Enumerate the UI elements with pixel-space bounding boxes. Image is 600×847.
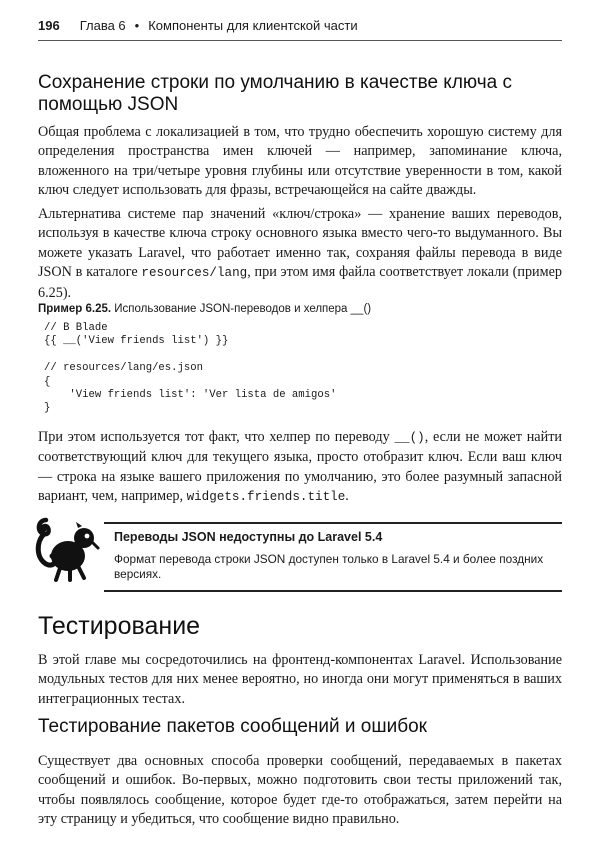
note-title: Переводы JSON недоступны до Laravel 5.4 bbox=[114, 530, 383, 544]
running-head bbox=[38, 18, 562, 33]
inline-code-key: widgets.friends.title bbox=[186, 490, 346, 505]
page-number: 196 bbox=[38, 18, 60, 33]
section-heading-message-bags: Тестирование пакетов сообщений и ошибок bbox=[38, 716, 427, 737]
paragraph-testing-intro: В этой главе мы сосредоточились на фронтенд-компонентах Laravel. Использование модульных тестов для них менее вероятно, но иногда они могут применяться в ваших интеграционных тестах. bbox=[38, 652, 562, 707]
note-rule-top bbox=[104, 522, 562, 524]
inline-code-helper: __() bbox=[394, 431, 425, 445]
section-heading-testing: Тестирование bbox=[38, 612, 201, 640]
example-label: Пример 6.25. bbox=[38, 303, 112, 315]
inline-code-path: resources/lang bbox=[141, 266, 248, 281]
section-heading-json-keys: Сохранение строки по умолчанию в качестве ключа с помощью JSON bbox=[38, 72, 512, 115]
note-rule-bottom bbox=[104, 590, 562, 592]
example-caption-text: Использование JSON-переводов и хелпера __() bbox=[111, 303, 372, 315]
chapter-label: Глава 6 bbox=[79, 18, 126, 33]
paragraph-text: При этом используется тот факт, что хелпер по переводу bbox=[38, 429, 395, 445]
paragraph-text: . bbox=[345, 488, 349, 505]
paragraph-localization-problem: Общая проблема с локализацией в том, что трудно обеспечить хорошую систему для определения пространства имен ключей — например, запоминание ключа, вложенного на три/четыре уровня глубины или отсутствие уверенности в том, какой ключ следует использовать для фразы, встречающейся на сайте дважды. bbox=[38, 124, 562, 199]
paragraph-helper-fallback bbox=[38, 428, 562, 508]
paragraph-message-bags: Существует два основных способа проверки сообщений, передаваемых в пакетах сообщений и ошибок. Во-первых, можно подготовить свои тесты приложений так, чтобы появлялось сообщение, которое будет где-то отображаться, затем перейти на эту страницу и убедиться, что сообщение видно правильно. bbox=[38, 753, 562, 828]
lemur-icon bbox=[32, 512, 102, 584]
note-body: Формат перевода строки JSON доступен только в Laravel 5.4 и более поздних версиях. bbox=[114, 552, 544, 581]
paragraph-json-alternative bbox=[38, 205, 562, 303]
paragraph-text: , при этом имя файла соответствует локали (пример 6.25). bbox=[38, 264, 562, 301]
chapter-title: Компоненты для клиентской части bbox=[148, 18, 358, 33]
code-listing: // В Blade {{ __('View friends list') }} // resources/lang/es.json { 'View friends list': 'Ver lista de amigos' } bbox=[44, 322, 337, 415]
paragraph-text: , если не может найти соответствующий ключ для текущего языка, просто отобразит ключ. Если ваш ключ — строка на языке вашего приложения по умолчанию, это более разумный запасной вариант, чем, например, bbox=[38, 429, 562, 505]
paragraph-text: Альтернатива системе пар значений «ключ/строка» — хранение ваших переводов, используя в качестве ключа строку основного языка вместо чего-то выдуманного. Вы можете указать Laravel, что работает именно так, сохраняя файлы перевода в виде JSON в каталоге bbox=[38, 206, 562, 281]
separator-bullet: • bbox=[134, 18, 140, 33]
header-rule bbox=[38, 40, 562, 41]
example-caption bbox=[38, 302, 562, 316]
